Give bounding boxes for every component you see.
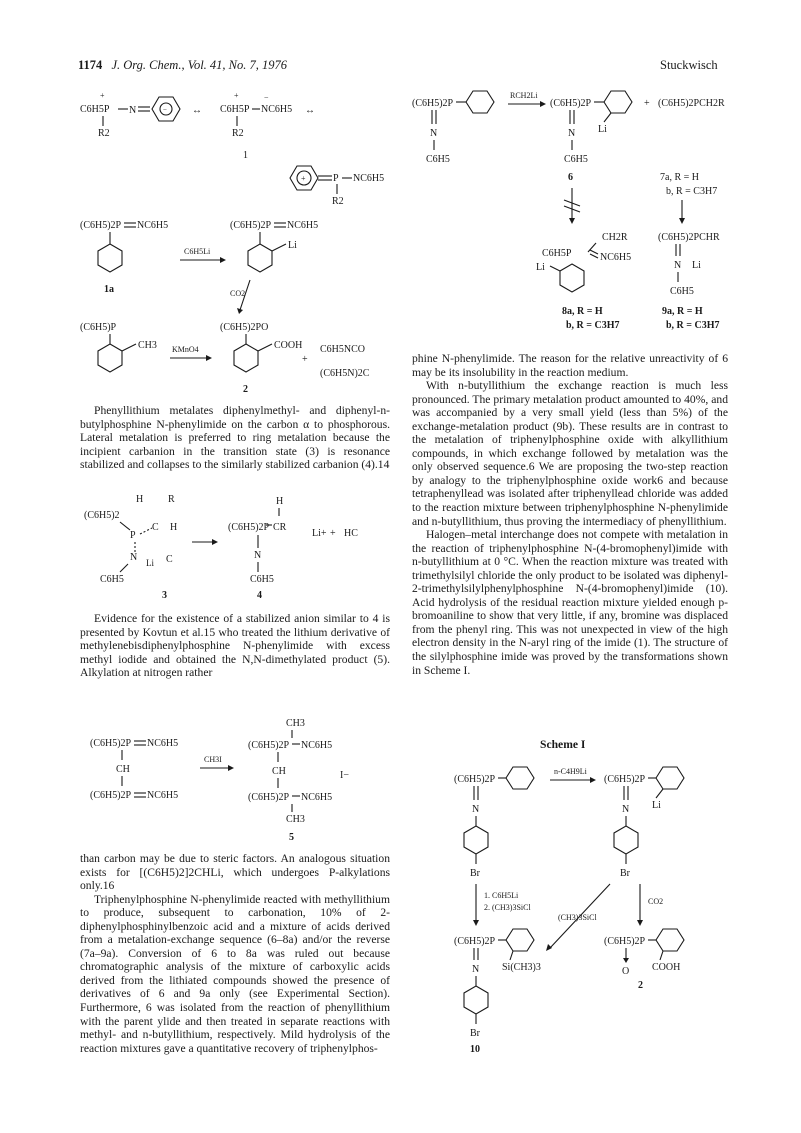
svg-text:C6H5: C6H5 xyxy=(670,286,694,297)
svg-text:(C6H5)2: (C6H5)2 xyxy=(84,510,120,521)
svg-text:Li: Li xyxy=(146,558,154,568)
svg-text:(C6H5)2P: (C6H5)2P xyxy=(80,220,122,231)
left-col-para-3: than carbon may be due to steric factors. An analogous situation exists for [(C6H5)2]2CHLi, which undergoes P-alkylations only.16 Triphenylphosphine N-phenylimide reacted with methyllithium to produce, subsequent to carbonation, 10% of 2-diphenylphosphinylbenzoic acid and a mixture of acids derived from a metalation-exchange sequence (6–8a) and/or the reverse (7a–9a). Conversion of 6 to 8a was ruled out because chromatographic analysis of the mixture of carboxylic acids derived from the lithiated compounds showed the presence of derivatives of 6 and 9a only (see Experimental Section). Furthermore, 6 was isolated from the reaction of phenyllithium with the parent ylide and then treated in separate reactions with methyl- and n-butyllithium, respectively. Mild hydrolysis of the reaction mixtures gave a quantitative recovery of triphenylphos- xyxy=(80,852,390,1055)
svg-text:Br: Br xyxy=(620,868,630,879)
svg-text:NC6H5: NC6H5 xyxy=(147,790,179,801)
svg-text:C: C xyxy=(152,522,159,533)
svg-text:H: H xyxy=(276,496,284,507)
svg-text:Li: Li xyxy=(692,260,701,271)
svg-text:N: N xyxy=(622,804,630,815)
svg-text:NC6H5: NC6H5 xyxy=(287,220,319,231)
svg-text:(C6H5)P: (C6H5)P xyxy=(80,322,117,333)
svg-text:+: + xyxy=(234,91,239,100)
svg-text:(C6H5)2PO: (C6H5)2PO xyxy=(220,322,269,333)
svg-text:1: 1 xyxy=(243,150,248,161)
svg-text:n-C4H9Li: n-C4H9Li xyxy=(554,767,587,776)
svg-text:+: + xyxy=(302,354,308,365)
svg-text:N: N xyxy=(472,804,480,815)
svg-text:CO2: CO2 xyxy=(648,897,664,906)
svg-text:N: N xyxy=(129,105,137,116)
svg-text:NC6H5: NC6H5 xyxy=(147,738,179,749)
svg-text:R: R xyxy=(168,494,175,505)
svg-text:Li: Li xyxy=(288,240,297,251)
svg-text:(C6H5)2P: (C6H5)2P xyxy=(248,792,290,803)
structure-3-4-transition xyxy=(80,490,400,600)
svg-text:9a, R = H: 9a, R = H xyxy=(662,306,703,317)
svg-text:(C6H5)2P: (C6H5)2P xyxy=(604,936,646,947)
svg-text:N: N xyxy=(472,964,480,975)
svg-text:NC6H5: NC6H5 xyxy=(600,252,632,263)
svg-text:Br: Br xyxy=(470,1028,480,1039)
svg-text:P: P xyxy=(333,173,339,184)
structure-5-alkylation xyxy=(80,716,400,846)
svg-text:10: 10 xyxy=(470,1044,480,1055)
svg-text:C6H5: C6H5 xyxy=(564,154,588,165)
svg-text:COOH: COOH xyxy=(274,340,303,351)
svg-text:C6H5NCO: C6H5NCO xyxy=(320,344,366,355)
svg-text:b, R = C3H7: b, R = C3H7 xyxy=(566,320,620,331)
svg-text:1a: 1a xyxy=(104,284,114,295)
svg-text:(C6H5)2P: (C6H5)2P xyxy=(230,220,272,231)
svg-text:↔: ↔ xyxy=(305,105,315,116)
svg-text:(C6H5)2P: (C6H5)2P xyxy=(248,740,290,751)
svg-text:C6H5P: C6H5P xyxy=(220,104,250,115)
svg-text:+: + xyxy=(330,528,336,539)
svg-text:R2: R2 xyxy=(332,196,344,207)
svg-text:CO2: CO2 xyxy=(230,289,246,298)
svg-text:CR: CR xyxy=(273,522,287,533)
svg-text:COOH: COOH xyxy=(652,962,681,973)
journal-citation: J. Org. Chem., Vol. 41, No. 7, 1976 xyxy=(111,58,288,72)
svg-text:1. C6H5Li: 1. C6H5Li xyxy=(484,891,519,900)
svg-text:(C6H5)2P: (C6H5)2P xyxy=(90,738,132,749)
svg-text:N: N xyxy=(254,550,262,561)
svg-text:O: O xyxy=(622,966,630,977)
svg-text:Li: Li xyxy=(652,800,661,811)
svg-text:Li+: Li+ xyxy=(312,528,327,539)
svg-text:P: P xyxy=(130,530,136,541)
structure-1-resonance xyxy=(80,88,400,208)
svg-text:b, R = C3H7: b, R = C3H7 xyxy=(666,320,720,331)
svg-text:NC6H5: NC6H5 xyxy=(301,740,333,751)
svg-text:NC6H5: NC6H5 xyxy=(353,173,385,184)
svg-text:CH3: CH3 xyxy=(138,340,157,351)
svg-text:(C6H5)2PCHR: (C6H5)2PCHR xyxy=(658,232,720,243)
svg-text:↔: ↔ xyxy=(192,105,202,116)
svg-text:(C6H5)2P: (C6H5)2P xyxy=(412,98,454,109)
svg-text:CH3I: CH3I xyxy=(204,755,222,764)
left-col-para-1: Phenyllithium metalates diphenylmethyl- and diphenyl-n-butylphosphine N-phenylimide on the carbon α to phosphorous. Lateral metalation is preferred to ring metalation because the incipient carbanion in the transition state (3) is resonance stabilized and collapses to the similarly stabilized carbanion (4).14 xyxy=(80,404,390,472)
svg-text:(C6H5)2P: (C6H5)2P xyxy=(604,774,646,785)
svg-text:N: N xyxy=(568,128,576,139)
svg-text:C6H5P: C6H5P xyxy=(542,248,572,259)
svg-text:H: H xyxy=(170,522,178,533)
svg-text:−: − xyxy=(264,93,269,102)
svg-text:(C6H5)2PCH2R: (C6H5)2PCH2R xyxy=(658,98,725,109)
svg-text:R2: R2 xyxy=(232,128,244,139)
svg-text:C6H5: C6H5 xyxy=(250,574,274,585)
page-number: 1174 xyxy=(78,58,103,72)
svg-text:C6H5: C6H5 xyxy=(426,154,450,165)
svg-text:HC: HC xyxy=(344,528,358,539)
svg-text:b, R = C3H7: b, R = C3H7 xyxy=(666,186,718,197)
svg-text:(CH3)3SiCl: (CH3)3SiCl xyxy=(558,913,597,922)
svg-text:KMnO4: KMnO4 xyxy=(172,345,199,354)
svg-text:8a, R = H: 8a, R = H xyxy=(562,306,603,317)
structure-1a-metalation xyxy=(80,210,400,400)
svg-text:(C6H5)2P: (C6H5)2P xyxy=(454,936,496,947)
scheme-1 xyxy=(440,752,740,1072)
svg-text:+: + xyxy=(301,174,306,183)
running-header xyxy=(78,58,287,73)
svg-text:3: 3 xyxy=(162,590,167,601)
svg-text:H: H xyxy=(136,494,144,505)
svg-text:Si(CH3)3: Si(CH3)3 xyxy=(502,962,541,973)
svg-text:+: + xyxy=(100,91,105,100)
svg-text:CH: CH xyxy=(116,764,130,775)
svg-text:CH3: CH3 xyxy=(286,718,305,729)
svg-text:(C6H5)2P: (C6H5)2P xyxy=(550,98,592,109)
svg-text:(C6H5)2P: (C6H5)2P xyxy=(454,774,496,785)
svg-text:Li: Li xyxy=(536,262,545,273)
svg-text:I−: I− xyxy=(340,770,349,781)
svg-text:C6H5P: C6H5P xyxy=(80,104,110,115)
svg-text:NC6H5: NC6H5 xyxy=(137,220,169,231)
svg-text:(C6H5N)2C: (C6H5N)2C xyxy=(320,368,370,379)
svg-text:6: 6 xyxy=(568,172,573,183)
svg-text:2. (CH3)3SiCl: 2. (CH3)3SiCl xyxy=(484,903,531,912)
svg-text:RCH2Li: RCH2Li xyxy=(510,91,538,100)
svg-text:2: 2 xyxy=(243,384,248,395)
svg-text:Br: Br xyxy=(470,868,480,879)
svg-text:CH2R: CH2R xyxy=(602,232,628,243)
svg-text:C6H5Li: C6H5Li xyxy=(184,247,211,256)
svg-text:CH: CH xyxy=(272,766,286,777)
svg-text:N: N xyxy=(130,552,138,563)
svg-text:Li: Li xyxy=(598,124,607,135)
svg-text:(C6H5)2P: (C6H5)2P xyxy=(90,790,132,801)
author-header: Stuckwisch xyxy=(660,58,718,72)
right-col-text: phine N-phenylimide. The reason for the relative unreactivity of 6 may be its insolubility in the reaction medium. With n-butyllithium the exchange reaction is much less pronounced. The primary metalation product amounted to 40%, and was accompanied by a very small yield (less than 5%) of the exchange-metalation product (9b). These results are in contrast to the metalation of triphenylphosphine oxide with alkyllithium compounds, in which exchange followed by metalation was the only observed sequence.6 We are proposing the two-step reaction by analogy to the triphenylphosphine oxide work6 and because tetraphenyllead was isolated after triphenyllead chloride was added to the reaction mixture between triphenylphosphine N-phenylimide and n-butyllithium, thus proving the intermediacy of phenyllithium. Halogen–metal interchange does not compete with metalation in the reaction of triphenylphosphine N-(4-bromophenyl)imide with n-butyllithium at 0 °C. When the reaction mixture was treated with trimethylsilyl chloride the only product to be isolated was diphenyl-2-trimethylsilylphenylphosphine N-(4-bromophenyl)imide (10). Acid hydrolysis of the residual reaction mixture yielded enough p-bromoaniline to show that very little, if any, bromine was displaced from the phenyl ring. This was not unexpected in view of the high electron density in the N-aryl ring of the imide (1). The structure of the silylphosphine imide was proved by the transformations shown in Scheme I. xyxy=(412,352,728,677)
svg-text:NC6H5: NC6H5 xyxy=(301,792,333,803)
scheme-title: Scheme I xyxy=(540,738,586,751)
svg-text:R2: R2 xyxy=(98,128,110,139)
svg-text:CH3: CH3 xyxy=(286,814,305,825)
svg-text:N: N xyxy=(430,128,438,139)
svg-text:NC6H5: NC6H5 xyxy=(261,104,293,115)
svg-text:N: N xyxy=(674,260,682,271)
svg-text:(C6H5)2P: (C6H5)2P xyxy=(228,522,270,533)
svg-text:7a, R = H: 7a, R = H xyxy=(660,172,699,183)
svg-text:−: − xyxy=(163,106,167,114)
svg-text:C: C xyxy=(166,554,173,565)
svg-text:+: + xyxy=(644,98,650,109)
svg-text:2: 2 xyxy=(638,980,643,991)
svg-text:5: 5 xyxy=(289,832,294,843)
svg-text:C6H5: C6H5 xyxy=(100,574,124,585)
left-col-para-2: Evidence for the existence of a stabilized anion similar to 4 is presented by Kovtun et al.15 who treated the lithium derivative of methylenebisdiphenylphosphine N-phenylimide with excess methyl iodide and obtained the N,N-dimethylated product (5). Alkylation at nitrogen rather xyxy=(80,612,390,680)
structure-6-7-8-9 xyxy=(412,88,732,348)
svg-text:4: 4 xyxy=(257,590,262,601)
